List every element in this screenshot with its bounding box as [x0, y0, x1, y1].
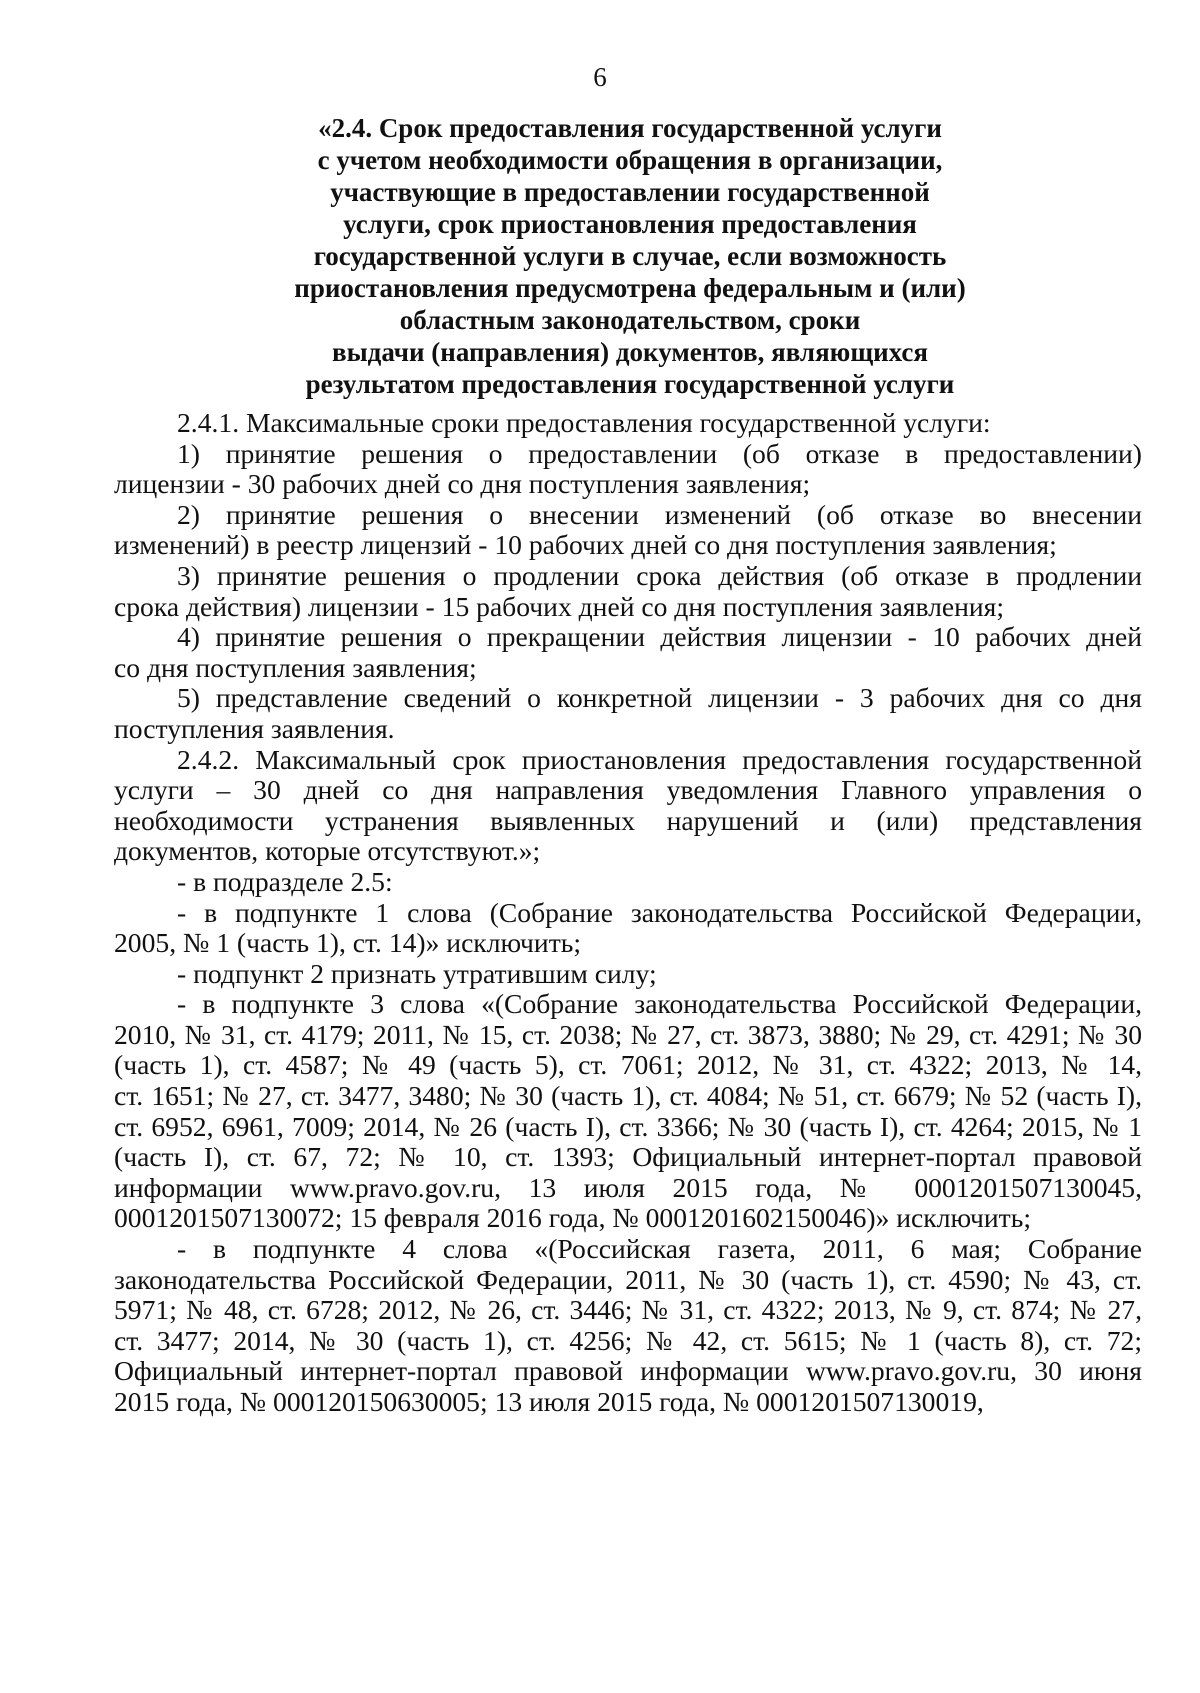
text-line: документов, которые отсутствуют.»;	[114, 835, 541, 867]
text-line: услуги – 30 дней со дня направления уведомления Главного управления о	[114, 774, 1142, 806]
text-line: 2005, № 1 (часть 1), ст. 14)» исключить;	[114, 927, 582, 959]
text-line: - подпункт 2 признать утратившим силу;	[177, 957, 657, 989]
heading-line: с учетом необходимости обращения в организации,	[317, 145, 943, 175]
heading-line: приостановления предусмотрена федеральным и (или)	[294, 273, 966, 303]
text-line: 3) принятие решения о продлении срока действия (об отказе в продлении	[177, 559, 1142, 591]
text-line: ст. 3477; 2014, № 30 (часть 1), ст. 4256; № 42, ст. 5615; № 1 (часть 8), ст. 72;	[114, 1324, 1142, 1356]
text-line: 2.4.1. Максимальные сроки предоставления государственной услуги:	[177, 407, 991, 438]
paragraph	[114, 745, 1142, 867]
page-number: 6	[593, 62, 607, 92]
paragraph	[114, 1234, 1142, 1418]
text-line: информации www.pravo.gov.ru, 13 июля 2015 года, № 0001201507130045,	[114, 1171, 1142, 1203]
paragraph	[114, 683, 1142, 744]
text-line: изменений) в реестр лицензий - 10 рабочих дней со дня поступления заявления;	[114, 529, 1057, 561]
heading-line: выдачи (направления) документов, являющихся	[332, 337, 928, 367]
text-line: срока действия) лицензии - 15 рабочих дней со дня поступления заявления;	[114, 590, 1005, 622]
paragraph	[114, 439, 1142, 500]
heading-line: областным законодательством, сроки	[399, 305, 861, 335]
heading-line: участвующие в предоставлении государственной	[330, 177, 930, 207]
text-line: со дня поступления заявления;	[114, 651, 477, 683]
text-line: Официальный интернет-портал правовой информации www.pravo.gov.ru, 30 июня	[114, 1355, 1142, 1387]
paragraph	[114, 989, 1142, 1234]
heading-line: «2.4. Срок предоставления государственной услуги	[318, 113, 942, 143]
text-line: - в подразделе 2.5:	[177, 865, 393, 897]
paragraph	[114, 408, 1142, 439]
text-line: необходимости устранения выявленных нарушений и (или) представления	[114, 804, 1142, 836]
text-line: 2.4.2. Максимальный срок приостановления предоставления государственной	[177, 743, 1142, 775]
text-line: 5) представление сведений о конкретной лицензии - 3 рабочих дня со дня	[177, 682, 1142, 714]
text-line: законодательства Российской Федерации, 2011, № 30 (часть 1), ст. 4590; № 43, ст.	[114, 1263, 1142, 1295]
text-line: (часть 1), ст. 4587; № 49 (часть 5), ст. 7061; 2012, № 31, ст. 4322; 2013, № 14,	[114, 1049, 1142, 1081]
paragraph	[114, 867, 1142, 898]
text-line: - в подпункте 4 слова «(Российская газета, 2011, 6 мая; Собрание	[177, 1233, 1142, 1265]
text-line: 2) принятие решения о внесении изменений (об отказе во внесении	[177, 498, 1142, 530]
text-line: ст. 1651; № 27, ст. 3477, 3480; № 30 (часть 1), ст. 4084; № 51, ст. 6679; № 52 (часть I),	[114, 1080, 1142, 1112]
text-line: - в подпункте 1 слова (Собрание законодательства Российской Федерации,	[177, 896, 1142, 928]
text-line: - в подпункте 3 слова «(Собрание законодательства Российской Федерации,	[177, 988, 1142, 1020]
text-line: 4) принятие решения о прекращении действия лицензии - 10 рабочих дней	[177, 621, 1142, 653]
section-heading	[180, 112, 1080, 400]
document-body	[114, 408, 1142, 1418]
paragraph	[114, 622, 1142, 683]
paragraph	[114, 561, 1142, 622]
paragraph	[114, 500, 1142, 561]
paragraph	[114, 959, 1142, 990]
text-line: 0001201507130072; 15 февраля 2016 года, № 0001201602150046)» исключить;	[114, 1202, 1031, 1234]
text-line: ст. 6952, 6961, 7009; 2014, № 26 (часть I), ст. 3366; № 30 (часть I), ст. 4264; 2015, № 1	[114, 1110, 1142, 1142]
text-line: поступления заявления.	[114, 712, 395, 744]
text-line: 5971; № 48, ст. 6728; 2012, № 26, ст. 3446; № 31, ст. 4322; 2013, № 9, ст. 874; № 27,	[114, 1294, 1142, 1326]
text-line: 2010, № 31, ст. 4179; 2011, № 15, ст. 2038; № 27, ст. 3873, 3880; № 29, ст. 4291; № 30	[114, 1018, 1142, 1050]
text-line: 2015 года, № 000120150630005; 13 июля 2015 года, № 0001201507130019,	[114, 1386, 984, 1417]
text-line: (часть I), ст. 67, 72; № 10, ст. 1393; Официальный интернет-портал правовой	[114, 1141, 1142, 1173]
paragraph	[114, 898, 1142, 959]
text-line: лицензии - 30 рабочих дней со дня поступления заявления;	[114, 468, 811, 500]
heading-line: услуги, срок приостановления предоставления	[343, 209, 917, 239]
text-line: 1) принятие решения о предоставлении (об отказе в предоставлении)	[177, 437, 1142, 469]
heading-line: государственной услуги в случае, если возможность	[313, 241, 947, 271]
heading-line: результатом предоставления государственной услуги	[305, 369, 955, 399]
